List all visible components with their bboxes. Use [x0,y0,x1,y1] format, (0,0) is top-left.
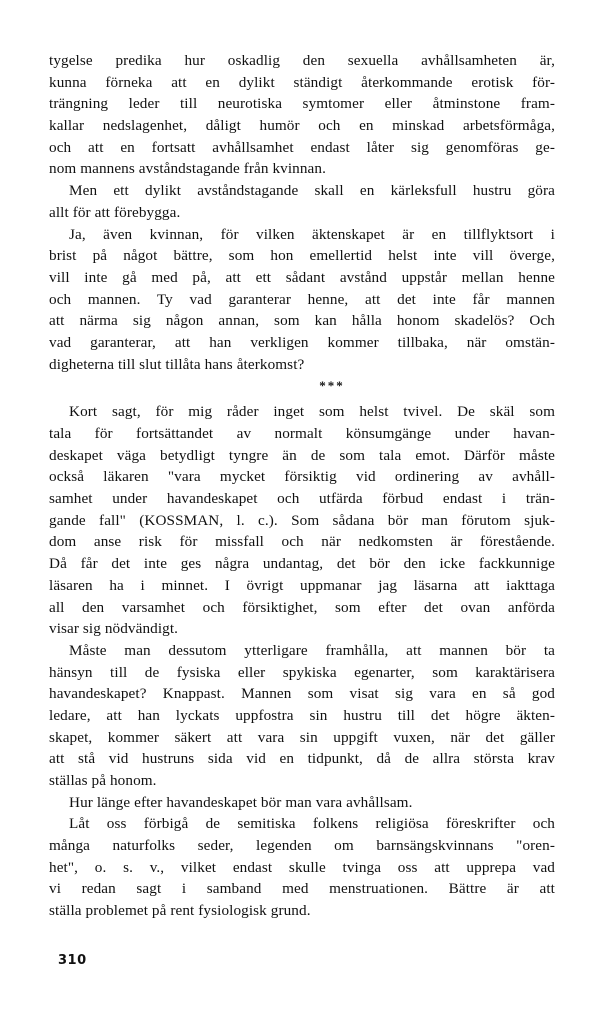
paragraph [49,640,555,792]
text-line: Då får det inte ges några undantag, det bör den icke fackkunnige [49,555,555,573]
text-line: Men ett dylikt avståndstagande skall en kärleksfull hustru göra [69,182,555,200]
text-line: nom mannens avståndstagande från kvinnan. [49,160,326,178]
text-line: havandeskapet? Knappast. Mannen som visat sig vara en så god [49,685,555,703]
paragraph [49,180,555,223]
page-number: 310 [58,953,87,968]
paragraph [49,224,555,376]
text-line: all den varsamhet och försiktighet, som efter det ovan anförda [49,598,555,616]
text-line: vill inte gå med på, att ett sådant avstånd uppstår mellan henne [49,268,555,286]
text-line: Ja, även kvinnan, för vilken äktenskapet är en tillflyktsort i [69,225,555,243]
text-line: kallar nedslagenhet, dåligt humör och en minskad arbetsförmåga, [49,117,555,135]
paragraph [49,813,555,921]
text-line: hänsyn till de fysiska eller spykiska egenarter, som karaktärisera [49,663,555,681]
text-line: tala för fortsättandet av normalt könsumgänge under havan- [49,425,555,442]
text-line: ställas på honom. [49,772,157,789]
text-line: många naturfolks seder, legenden om barnsängskvinnans "oren- [49,837,555,855]
text-line: kunna förneka att en dylikt ständigt återkommande erotisk för- [49,73,555,91]
text-line: Låt oss förbigå de semitiska folkens religiösa föreskrifter och [69,815,555,833]
text-line: skapet, kommer säkert att vara sin uppgift vuxen, när det gäller [49,728,555,746]
text-line: dom anse risk för missfall och när nedkomsten är förestående. [49,533,555,551]
text-line: ställa problemet på rent fysiologisk grund. [49,902,311,920]
text-line: gande fall" (KOSSMAN, l. c.). Som sådana bör man förutom sjuk- [49,511,555,529]
page-body [49,50,555,922]
text-line: också läkaren "vara mycket försiktig vid ordinering av avhåll- [49,468,555,486]
paragraph [49,50,555,180]
section-separator: *** [319,378,345,394]
text-line: samhet under havandeskapet och utfärda förbud endast i trän- [49,490,555,508]
text-line: vad garanterar, att han verkligen kommer tillbaka, när omstän- [49,333,555,351]
text-line: att närma sig någon annan, som kan hålla honom skadelös? Och [49,312,555,330]
text-line: och att en fortsatt avhållsamhet endast låter sig genomföras ge- [49,138,555,156]
text-line: Måste man dessutom ytterligare framhålla, att mannen bör ta [69,641,555,659]
paragraph [49,401,555,640]
text-line: och mannen. Ty vad garanterar henne, att det inte får mannen [49,290,555,308]
text-line: läsaren ha i minnet. I övrigt uppmanar jag läsarna att iakttaga [49,576,555,594]
text-line: digheterna till slut tillåta hans återkomst? [49,355,305,373]
text-line: het", o. s. v., vilket endast skulle tvinga oss att upprepa vad [49,858,555,876]
text-line: visar sig nödvändigt. [49,620,179,638]
text-line: trängning leder till neurotiska symtomer eller åtminstone fram- [49,95,555,113]
text-line: brist på något bättre, som hon emellertid helst inte vill överge, [49,247,555,265]
text-line: deskapet väga betydligt tyngre än de som tala emot. Därför måste [49,446,555,464]
text-line: ledare, att han lyckats uppfostra sin hustru till det högre äkten- [49,706,555,724]
paragraph [49,792,555,814]
text-line: allt för att förebygga. [49,203,181,221]
text-line: att stå vid hustruns sida vid en tidpunkt, då de allra största krav [49,750,555,768]
text-line: tygelse predika hur oskadlig den sexuella avhållsamheten är, [49,52,555,69]
text-line: Kort sagt, för mig råder inget som helst tvivel. De skäl som [69,403,555,421]
text-line: Hur länge efter havandeskapet bör man vara avhållsam. [69,793,413,811]
text-line: vi redan sagt i samband med menstruationen. Bättre är att [49,880,555,898]
